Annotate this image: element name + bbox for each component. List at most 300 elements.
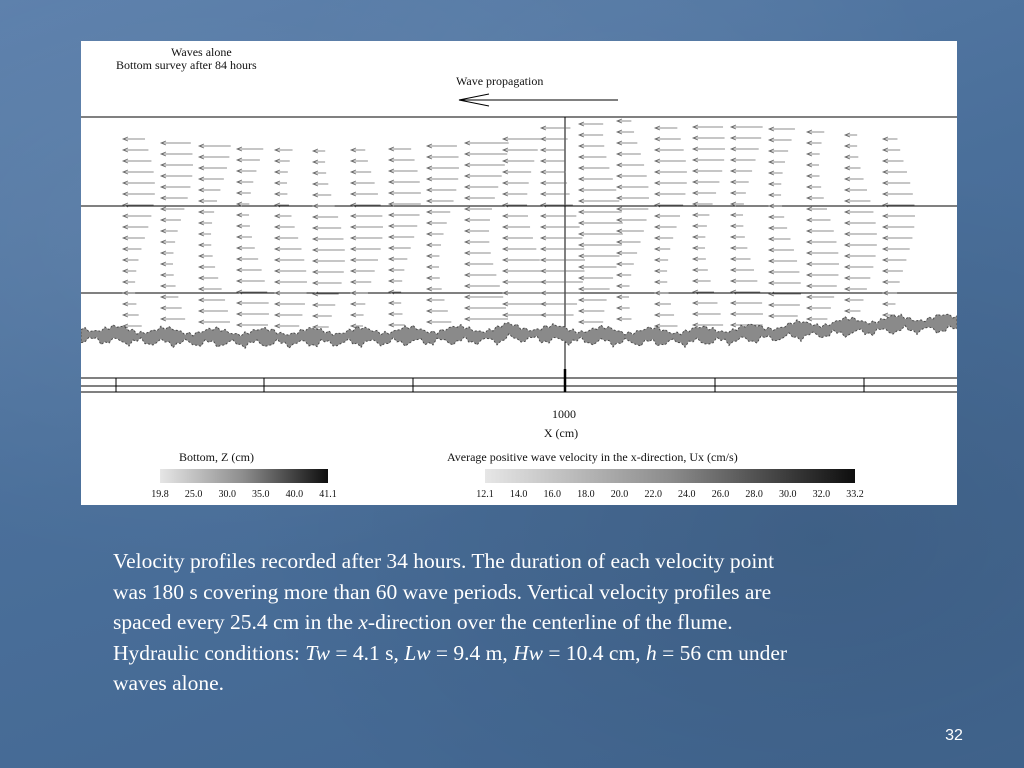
velocity-arrow	[883, 148, 900, 152]
velocity-arrow	[617, 163, 644, 167]
velocity-arrow	[655, 247, 670, 251]
velocity-arrow	[503, 148, 538, 152]
velocity-arrow	[503, 192, 527, 196]
velocity-arrow	[579, 199, 619, 203]
velocity-arrow	[123, 247, 141, 251]
velocity-arrow	[807, 185, 821, 189]
velocity-arrow	[579, 177, 613, 181]
velocity-arrow	[465, 141, 509, 145]
velocity-arrow	[427, 265, 439, 269]
velocity-arrow	[275, 258, 304, 262]
velocity-arrow	[655, 192, 685, 196]
velocity-arrow	[579, 188, 616, 192]
velocity-arrow	[237, 235, 252, 239]
velocity-arrow	[123, 258, 138, 262]
velocity-arrow	[351, 192, 378, 196]
velocity-arrow	[313, 171, 326, 175]
velocity-arrow	[503, 159, 534, 163]
velocity-arrow	[161, 284, 176, 288]
velocity-arrow	[427, 287, 442, 291]
velocity-arrow	[693, 279, 711, 283]
velocity-arrow	[237, 257, 258, 261]
velocity-arrow	[427, 232, 444, 236]
bottom-colorbar-ticks	[151, 489, 337, 500]
velocity-arrow	[275, 247, 302, 251]
velocity-arrow	[731, 235, 745, 239]
velocity-arrow	[731, 158, 756, 162]
velocity-arrow	[807, 317, 827, 321]
velocity-arrow	[503, 258, 540, 262]
velocity-arrow	[579, 298, 607, 302]
velocity-arrow	[807, 130, 824, 134]
velocity-arrow	[617, 218, 647, 222]
velocity-profile-figure	[81, 41, 957, 505]
velocity-arrow	[693, 147, 725, 151]
velocity-arrow	[693, 202, 713, 206]
velocity-arrow	[883, 280, 900, 284]
velocity-arrow	[579, 232, 623, 236]
velocity-arrow	[427, 254, 439, 258]
velocity-arrow	[579, 265, 617, 269]
velocity-arrow	[123, 137, 145, 141]
velocity-arrow	[579, 243, 622, 247]
velocity-arrow	[351, 258, 378, 262]
velocity-arrow	[351, 269, 375, 273]
velocity-arrow	[693, 301, 717, 305]
velocity-arrow	[655, 159, 686, 163]
velocity-arrow	[503, 170, 531, 174]
velocity-arrow	[845, 298, 863, 302]
velocity-arrow	[693, 257, 706, 261]
velocity-arrow	[275, 170, 288, 174]
velocity-arrow	[541, 247, 584, 251]
velocity-arrow	[807, 163, 819, 167]
velocity-arrow	[655, 313, 674, 317]
velocity-arrow	[123, 269, 136, 273]
velocity-arrow	[541, 181, 567, 185]
velocity-arrow	[731, 191, 746, 195]
velocity-arrow	[617, 229, 644, 233]
caption	[113, 546, 933, 699]
velocity-arrow	[161, 196, 188, 200]
velocity-arrow	[807, 152, 820, 156]
velocity-arrow	[579, 133, 603, 137]
velocity-colorbar-tick-label: 16.0	[543, 489, 562, 500]
velocity-arrow	[351, 181, 375, 185]
velocity-arrow	[275, 302, 305, 306]
velocity-arrow	[199, 276, 218, 280]
velocity-arrow	[617, 141, 637, 145]
caption-line-2: was 180 s covering more than 60 wave periods. Vertical velocity profiles are	[113, 579, 772, 604]
velocity-colorbar-tick-label: 18.0	[577, 489, 595, 500]
velocity-arrow	[579, 221, 623, 225]
velocity-arrow	[313, 182, 328, 186]
velocity-arrow	[199, 199, 217, 203]
velocity-arrow	[845, 276, 870, 280]
velocity-arrow	[541, 269, 585, 273]
velocity-arrow	[351, 247, 381, 251]
velocity-arrow	[503, 137, 541, 141]
velocity-arrow	[807, 273, 838, 277]
velocity-arrow	[693, 268, 708, 272]
bottom-colorbar-tick-label: 40.0	[285, 489, 304, 500]
hw-value: = 10.4 cm,	[543, 640, 646, 665]
bottom-colorbar-tick-label: 30.0	[218, 489, 236, 500]
velocity-arrow	[883, 159, 904, 163]
velocity-arrow	[199, 298, 225, 302]
velocity-arrow	[199, 177, 224, 181]
velocity-arrow	[199, 320, 230, 324]
velocity-arrows	[123, 119, 915, 329]
velocity-arrow	[845, 155, 858, 159]
velocity-arrow	[655, 236, 673, 240]
velocity-arrow	[731, 136, 761, 140]
velocity-arrow	[541, 137, 568, 141]
velocity-arrow	[769, 160, 785, 164]
velocity-arrow	[617, 196, 649, 200]
velocity-arrow	[503, 236, 533, 240]
bottom-colorbar	[160, 469, 328, 483]
velocity-arrow	[123, 280, 135, 284]
velocity-arrow	[883, 137, 897, 141]
caption-text: Hydraulic conditions:	[113, 640, 306, 665]
velocity-arrow	[275, 214, 291, 218]
velocity-arrow	[427, 166, 459, 170]
velocity-arrow	[389, 312, 402, 316]
velocity-arrow	[731, 125, 763, 129]
velocity-arrow	[123, 225, 148, 229]
velocity-arrow	[351, 302, 365, 306]
velocity-arrow	[731, 202, 744, 206]
velocity-arrow	[693, 323, 723, 327]
velocity-arrow	[807, 295, 834, 299]
velocity-arrow	[161, 141, 191, 145]
velocity-arrow	[807, 218, 830, 222]
bottom-colorbar-tick-label: 19.8	[151, 489, 169, 500]
velocity-arrow	[237, 180, 253, 184]
velocity-arrow	[199, 188, 220, 192]
velocity-arrow	[769, 237, 791, 241]
velocity-arrow	[807, 196, 824, 200]
velocity-arrow	[123, 192, 155, 196]
velocity-arrow	[389, 235, 414, 239]
velocity-arrow	[123, 170, 154, 174]
velocity-arrow	[655, 148, 684, 152]
velocity-arrow	[427, 276, 440, 280]
velocity-arrow	[845, 254, 876, 258]
velocity-arrow	[883, 170, 907, 174]
bottom-colorbar-title: Bottom, Z (cm)	[179, 450, 254, 464]
velocity-arrow	[123, 214, 151, 218]
velocity-arrow	[237, 246, 255, 250]
velocity-arrow	[503, 313, 546, 317]
velocity-arrow	[351, 225, 383, 229]
velocity-arrow	[465, 152, 507, 156]
velocity-arrow	[655, 291, 669, 295]
h-symbol: h	[645, 640, 657, 665]
velocity-arrow	[351, 313, 364, 317]
velocity-arrow	[769, 226, 787, 230]
velocity-arrow	[655, 126, 677, 130]
velocity-arrow	[313, 149, 325, 153]
velocity-arrow	[161, 240, 175, 244]
velocity-arrow	[351, 148, 365, 152]
velocity-arrow	[199, 221, 212, 225]
velocity-arrow	[769, 193, 781, 197]
velocity-arrow	[123, 181, 155, 185]
velocity-arrow	[389, 268, 404, 272]
velocity-arrow	[617, 284, 630, 288]
velocity-arrow	[503, 280, 545, 284]
velocity-arrow	[807, 306, 831, 310]
velocity-arrow	[237, 301, 269, 305]
velocity-arrow	[237, 202, 249, 206]
velocity-colorbar-tick-label: 20.0	[610, 489, 629, 500]
velocity-arrow	[275, 159, 290, 163]
velocity-arrow	[275, 313, 302, 317]
velocity-arrow	[845, 166, 861, 170]
velocity-arrow	[579, 287, 610, 291]
velocity-arrow	[769, 270, 799, 274]
velocity-arrow	[807, 240, 837, 244]
velocity-arrow	[769, 281, 801, 285]
velocity-arrow	[541, 291, 580, 295]
velocity-arrow	[617, 207, 648, 211]
velocity-arrow	[693, 169, 722, 173]
bottom-colorbar-tick-label: 41.1	[319, 489, 337, 500]
velocity-arrow	[617, 262, 634, 266]
velocity-arrow	[351, 170, 371, 174]
frame-lines	[81, 117, 957, 392]
velocity-arrow	[617, 185, 648, 189]
lw-value: = 9.4 m,	[430, 640, 514, 665]
velocity-arrow	[237, 213, 249, 217]
velocity-arrow	[769, 149, 788, 153]
caption-line-3	[113, 607, 933, 638]
velocity-arrow	[275, 225, 295, 229]
velocity-colorbar-tick-label: 24.0	[678, 489, 696, 500]
velocity-arrow	[883, 302, 895, 306]
velocity-arrow	[883, 258, 906, 262]
velocity-arrow	[579, 144, 604, 148]
velocity-arrow	[465, 163, 505, 167]
velocity-arrow	[617, 306, 630, 310]
velocity-arrow	[731, 257, 751, 261]
velocity-arrow	[199, 309, 228, 313]
velocity-arrow	[237, 312, 269, 316]
velocity-arrow	[161, 207, 184, 211]
velocity-arrow	[503, 247, 536, 251]
velocity-arrow	[503, 269, 543, 273]
velocity-arrow	[237, 147, 263, 151]
velocity-arrow	[465, 284, 500, 288]
velocity-arrow	[123, 159, 151, 163]
velocity-arrow	[351, 159, 368, 163]
velocity-arrow	[731, 268, 754, 272]
velocity-arrow	[883, 181, 910, 185]
velocity-arrow	[313, 193, 331, 197]
velocity-arrow	[807, 229, 834, 233]
velocity-arrow	[693, 180, 719, 184]
velocity-arrow	[313, 303, 335, 307]
velocity-arrow	[731, 224, 743, 228]
velocity-arrow	[845, 287, 867, 291]
velocity-arrow	[161, 273, 174, 277]
velocity-colorbar-tick-label: 12.1	[476, 489, 494, 500]
velocity-arrow	[237, 169, 256, 173]
velocity-arrow	[389, 301, 401, 305]
velocity-arrow	[541, 214, 576, 218]
velocity-arrow	[845, 188, 867, 192]
velocity-arrow	[161, 295, 178, 299]
velocity-arrow	[693, 246, 705, 250]
bottom-colorbar-tick-label: 35.0	[252, 489, 270, 500]
velocity-arrow	[275, 269, 306, 273]
velocity-arrow	[883, 225, 914, 229]
velocity-arrow	[503, 214, 528, 218]
velocity-arrow	[845, 199, 870, 203]
velocity-arrow	[427, 210, 450, 214]
velocity-colorbar-tick-label: 32.0	[812, 489, 831, 500]
velocity-arrow	[465, 262, 493, 266]
velocity-arrow	[313, 259, 345, 263]
velocity-arrow	[655, 181, 687, 185]
wave-propagation-label: Wave propagation	[456, 74, 544, 88]
velocity-arrow	[655, 280, 667, 284]
velocity-arrow	[465, 273, 496, 277]
velocity-arrow	[199, 265, 215, 269]
velocity-arrow	[693, 191, 716, 195]
velocity-arrow	[541, 148, 566, 152]
velocity-arrow	[769, 303, 800, 307]
figure-title-line1: Waves alone	[171, 45, 232, 59]
velocity-arrow	[123, 148, 148, 152]
velocity-arrow	[275, 236, 298, 240]
velocity-arrow	[769, 204, 782, 208]
velocity-arrow	[389, 246, 411, 250]
velocity-arrow	[617, 251, 637, 255]
velocity-colorbar-tick-label: 30.0	[778, 489, 797, 500]
caption-text: spaced every 25.4 cm in the	[113, 610, 359, 634]
velocity-arrow	[617, 119, 631, 123]
velocity-arrow	[313, 314, 332, 318]
velocity-arrow	[731, 279, 757, 283]
velocity-arrow	[617, 174, 647, 178]
velocity-arrow	[465, 196, 495, 200]
velocity-arrow	[199, 155, 229, 159]
velocity-arrow	[161, 218, 181, 222]
velocity-arrow	[389, 323, 405, 327]
velocity-arrow	[731, 312, 763, 316]
velocity-arrow	[123, 291, 135, 295]
velocity-arrow	[503, 225, 530, 229]
velocity-colorbar-tick-label: 22.0	[644, 489, 662, 500]
velocity-arrow	[693, 136, 725, 140]
velocity-arrow	[541, 126, 570, 130]
velocity-arrow	[807, 284, 837, 288]
velocity-arrow	[199, 166, 227, 170]
velocity-arrow	[845, 243, 877, 247]
velocity-colorbar-tick-label: 28.0	[745, 489, 763, 500]
velocity-arrow	[389, 180, 420, 184]
velocity-arrow	[275, 324, 299, 328]
velocity-arrow	[427, 298, 445, 302]
tw-symbol: Tw	[305, 640, 330, 665]
velocity-arrow	[769, 171, 783, 175]
velocity-arrow	[161, 152, 192, 156]
velocity-arrow	[579, 155, 606, 159]
velocity-arrow	[655, 170, 687, 174]
velocity-arrow	[389, 147, 411, 151]
velocity-arrow	[769, 215, 784, 219]
velocity-arrow	[693, 312, 721, 316]
velocity-arrow	[123, 313, 139, 317]
velocity-colorbar-ticks	[476, 489, 864, 500]
figure-title-line2: Bottom survey after 84 hours	[116, 58, 257, 72]
velocity-arrow	[275, 192, 287, 196]
velocity-arrow	[693, 125, 723, 129]
velocity-arrow	[275, 291, 307, 295]
velocity-arrow	[541, 170, 565, 174]
velocity-arrow	[807, 174, 820, 178]
velocity-arrow	[845, 309, 860, 313]
x-symbol: x	[358, 610, 368, 634]
velocity-arrow	[275, 181, 287, 185]
velocity-arrow	[655, 324, 678, 328]
velocity-arrow	[123, 236, 145, 240]
velocity-arrow	[769, 138, 792, 142]
velocity-arrow	[769, 248, 794, 252]
velocity-arrow	[845, 221, 876, 225]
velocity-arrow	[237, 224, 250, 228]
velocity-arrow	[883, 247, 910, 251]
velocity-arrow	[769, 182, 781, 186]
velocity-arrow	[617, 152, 641, 156]
velocity-arrow	[579, 122, 603, 126]
velocity-arrow	[655, 269, 667, 273]
velocity-colorbar-title: Average positive wave velocity in the x-direction, Ux (cm/s)	[447, 450, 738, 464]
velocity-arrow	[389, 213, 420, 217]
velocity-arrow	[161, 163, 193, 167]
velocity-arrow	[579, 320, 603, 324]
velocity-arrow	[389, 279, 402, 283]
x-tick-1000: 1000	[552, 407, 576, 421]
velocity-arrow	[541, 302, 577, 306]
velocity-arrow	[845, 144, 857, 148]
page-number: 32	[945, 727, 963, 744]
velocity-arrow	[237, 323, 268, 327]
velocity-arrow	[769, 127, 795, 131]
velocity-arrow	[427, 243, 441, 247]
velocity-arrow	[731, 169, 752, 173]
velocity-arrow	[883, 269, 903, 273]
velocity-arrow	[465, 240, 489, 244]
hw-symbol: Hw	[513, 640, 544, 665]
velocity-arrow	[199, 144, 231, 148]
velocity-arrow	[579, 276, 613, 280]
velocity-arrow	[351, 291, 368, 295]
velocity-arrow	[313, 270, 344, 274]
velocity-arrow	[541, 258, 585, 262]
velocity-arrow	[579, 309, 604, 313]
velocity-arrow	[845, 210, 873, 214]
velocity-colorbar-tick-label: 33.2	[846, 489, 864, 500]
velocity-arrow	[541, 159, 565, 163]
velocity-colorbar-tick-label: 26.0	[711, 489, 730, 500]
velocity-arrow	[541, 280, 583, 284]
velocity-arrow	[351, 214, 382, 218]
velocity-arrow	[845, 232, 877, 236]
